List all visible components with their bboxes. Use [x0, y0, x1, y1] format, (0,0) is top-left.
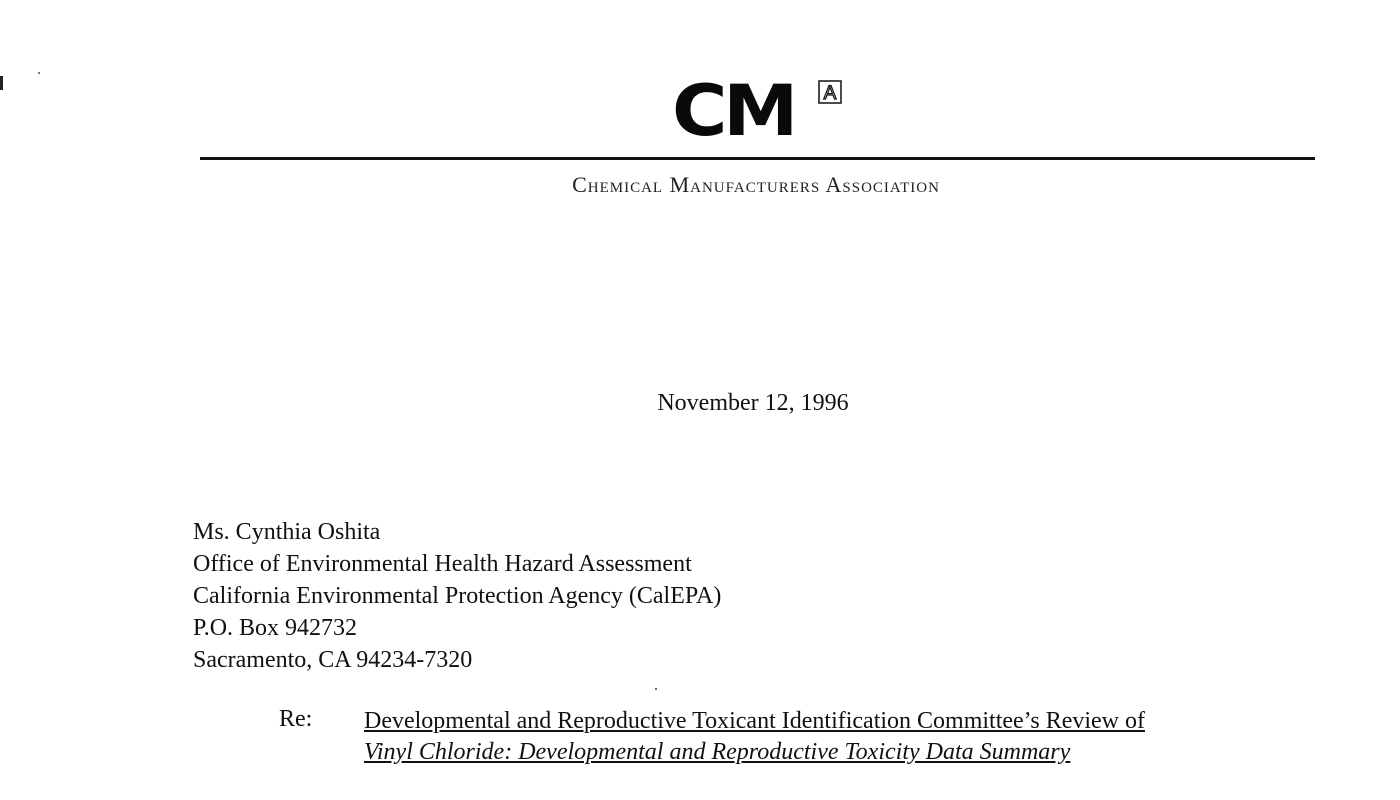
subject-line: [364, 706, 1145, 768]
recipient-address: [193, 516, 721, 676]
recipient-city: Sacramento, CA 94234-7320: [193, 647, 473, 673]
logo-text: CM: [672, 70, 795, 152]
subject-label: Re:: [279, 706, 313, 732]
logo-superscript-icon: [818, 80, 842, 104]
margin-speck: [38, 72, 40, 74]
page-speck: [655, 688, 657, 690]
cma-logo: [672, 70, 852, 152]
recipient-po-box: P.O. Box 942732: [193, 615, 358, 641]
association-name: Chemical Manufacturers Association: [572, 172, 940, 197]
margin-mark: [0, 76, 3, 90]
letterhead-rule: [200, 157, 1315, 160]
letter-date: November 12, 1996: [657, 390, 849, 416]
subject-line-2: Vinyl Chloride: Developmental and Reproductive Toxicity Data Summary: [364, 739, 1071, 765]
svg-text:A: A: [823, 83, 837, 104]
subject-line-1: Developmental and Reproductive Toxicant Identification Committee’s Review of: [364, 708, 1145, 734]
recipient-agency: California Environmental Protection Agency (CalEPA): [193, 583, 722, 609]
recipient-office: Office of Environmental Health Hazard Assessment: [193, 551, 692, 577]
recipient-name: Ms. Cynthia Oshita: [193, 519, 381, 545]
